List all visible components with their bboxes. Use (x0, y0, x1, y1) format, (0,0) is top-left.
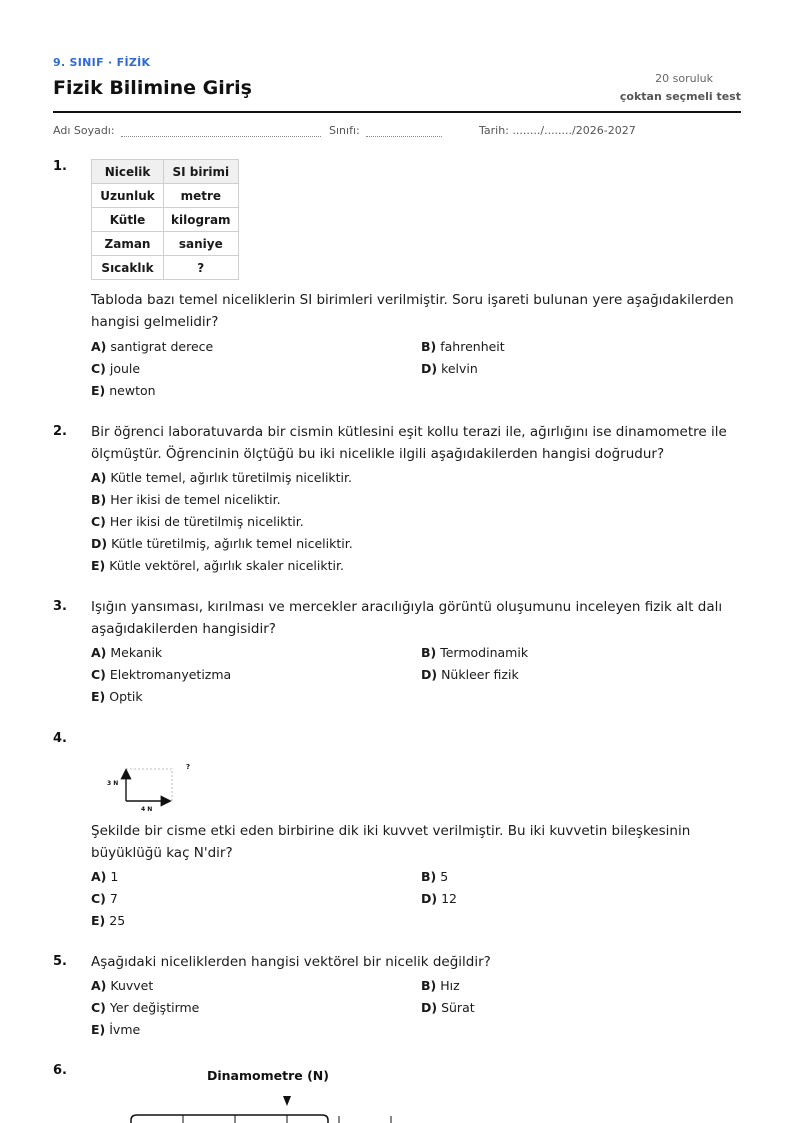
option-letter: B) (421, 339, 437, 354)
table-header-row (92, 160, 239, 184)
option-letter: C) (91, 514, 106, 529)
option-text: joule (109, 361, 141, 376)
option-text: 5 (440, 869, 449, 884)
option-text: kelvin (441, 361, 478, 376)
option-text: Hız (440, 978, 460, 993)
name-label: Adı Soyadı: (53, 124, 115, 137)
answer-option[interactable] (91, 1021, 140, 1039)
page-title: Fizik Bilimine Giriş (53, 77, 252, 99)
option-text: 7 (109, 891, 118, 906)
option-text: Her ikisi de türetilmiş niceliktir. (109, 514, 304, 529)
option-letter: A) (91, 645, 107, 660)
answer-option[interactable] (91, 382, 156, 400)
si-units-table (91, 159, 239, 280)
header-divider (53, 111, 741, 113)
dynamometer-label: Dinamometre (N) (207, 1068, 329, 1083)
table-row (92, 208, 239, 232)
answer-option[interactable] (421, 977, 460, 995)
question-text: Tabloda bazı temel niceliklerin SI birimleri verilmiştir. Soru işareti bulunan yere aşağıdakilerden hangisi gelmelidir? (91, 292, 734, 330)
answer-option[interactable] (91, 977, 153, 995)
option-text: Kuvvet (110, 978, 154, 993)
option-letter: B) (421, 978, 437, 993)
question-text: Işığın yansıması, kırılması ve mercekler aracılığıyla görüntü oluşumunu inceleyen fizik alt dalı aşağıdakilerden hangisidir? (91, 599, 723, 637)
table-cell: Zaman (92, 232, 164, 256)
option-letter: E) (91, 558, 106, 573)
option-letter: A) (91, 470, 107, 485)
question-number: 3. (53, 599, 67, 614)
answer-option[interactable] (91, 469, 352, 487)
force-vector-diagram (103, 760, 253, 815)
answer-option[interactable] (421, 999, 475, 1017)
option-letter: B) (421, 645, 437, 660)
test-type: çoktan seçmeli test (619, 90, 741, 103)
option-text: 25 (109, 913, 126, 928)
parallelogram-guide (126, 769, 172, 801)
name-field[interactable] (53, 124, 321, 137)
option-letter: B) (91, 492, 107, 507)
option-letter: A) (91, 978, 107, 993)
option-letter: E) (91, 383, 106, 398)
answer-option[interactable] (91, 535, 353, 553)
table-cell: metre (164, 184, 239, 208)
table-header-cell: SI birimi (164, 160, 239, 184)
class-label: Sınıfı: (329, 124, 360, 137)
name-blank[interactable] (121, 126, 321, 137)
answer-option[interactable] (91, 912, 125, 930)
answer-option[interactable] (421, 338, 505, 356)
subject-label: 9. SINIF · FİZİK (53, 56, 151, 69)
answer-option[interactable] (91, 491, 281, 509)
answer-option[interactable] (421, 360, 478, 378)
answer-option[interactable] (421, 868, 448, 886)
option-letter: D) (91, 536, 108, 551)
option-text: santigrat derece (110, 339, 214, 354)
option-text: Kütle vektörel, ağırlık skaler niceliktir. (109, 558, 344, 573)
answer-option[interactable] (421, 890, 457, 908)
option-letter: E) (91, 689, 106, 704)
option-text: Yer değiştirme (109, 1000, 200, 1015)
option-letter: C) (91, 361, 106, 376)
option-letter: D) (421, 1000, 438, 1015)
question-number: 2. (53, 424, 67, 439)
class-field[interactable] (329, 124, 442, 137)
table-header-cell: Nicelik (92, 160, 164, 184)
answer-option[interactable] (91, 999, 199, 1017)
option-letter: A) (91, 339, 107, 354)
question-text: Bir öğrenci laboratuvarda bir cismin kütlesini eşit kollu terazi ile, ağırlığını ise dinamometre ile ölçmüştür. Öğrencinin ölçtüğü bu iki nicelikle ilgili aşağıdakilerden hangisi doğrudur? (91, 424, 727, 462)
question-text: Aşağıdaki niceliklerden hangisi vektörel bir nicelik değildir? (91, 954, 491, 970)
table-cell: Uzunluk (92, 184, 164, 208)
answer-option[interactable] (421, 644, 528, 662)
option-text: 12 (441, 891, 457, 906)
option-text: fahrenheit (440, 339, 505, 354)
answer-option[interactable] (91, 513, 304, 531)
option-text: 1 (110, 869, 119, 884)
question-count: 20 soruluk (655, 72, 713, 85)
table-cell: Kütle (92, 208, 164, 232)
table-cell: ? (164, 256, 239, 280)
answer-option[interactable] (91, 338, 213, 356)
question-number: 1. (53, 159, 67, 174)
date-field[interactable]: Tarih: ......../......../2026-2027 (479, 124, 636, 137)
option-text: Termodinamik (440, 645, 529, 660)
option-text: Kütle türetilmiş, ağırlık temel niceliktir. (111, 536, 353, 551)
option-letter: D) (421, 891, 438, 906)
option-letter: E) (91, 1022, 106, 1037)
question-number: 4. (53, 731, 67, 746)
option-letter: B) (421, 869, 437, 884)
dynamometer-diagram (129, 1094, 409, 1123)
table-row (92, 184, 239, 208)
table-row (92, 256, 239, 280)
worksheet-page (53, 0, 741, 1123)
option-text: Mekanik (110, 645, 163, 660)
answer-option[interactable] (91, 644, 162, 662)
answer-option[interactable] (91, 557, 344, 575)
table-cell: saniye (164, 232, 239, 256)
option-text: Kütle temel, ağırlık türetilmiş niceliktir. (110, 470, 352, 485)
option-text: Her ikisi de temel niceliktir. (110, 492, 281, 507)
option-letter: D) (421, 667, 438, 682)
table-cell: kilogram (164, 208, 239, 232)
horizontal-force-label: 4 N (141, 806, 153, 813)
option-letter: C) (91, 891, 106, 906)
answer-option[interactable] (91, 868, 118, 886)
answer-option[interactable] (91, 688, 143, 706)
class-blank[interactable] (366, 126, 442, 137)
option-text: Sürat (441, 1000, 475, 1015)
table-row (92, 232, 239, 256)
answer-option[interactable] (91, 890, 118, 908)
option-text: Optik (109, 689, 143, 704)
answer-option[interactable] (91, 666, 231, 684)
option-text: İvme (109, 1022, 141, 1037)
question-number: 5. (53, 954, 67, 969)
answer-option[interactable] (91, 360, 140, 378)
resultant-label: ? (186, 763, 191, 771)
pointer-icon (283, 1096, 291, 1106)
question-number: 6. (53, 1063, 67, 1078)
vertical-force-label: 3 N (107, 780, 119, 787)
question-text: Şekilde bir cisme etki eden birbirine dik iki kuvvet verilmiştir. Bu iki kuvvetin bileşkesinin büyüklüğü kaç N'dir? (91, 823, 691, 861)
table-cell: Sıcaklık (92, 256, 164, 280)
option-text: newton (109, 383, 156, 398)
option-letter: C) (91, 667, 106, 682)
option-letter: E) (91, 913, 106, 928)
option-text: Nükleer fizik (441, 667, 519, 682)
dynamometer-body (131, 1115, 328, 1123)
option-letter: C) (91, 1000, 106, 1015)
answer-option[interactable] (421, 666, 519, 684)
option-text: Elektromanyetizma (109, 667, 232, 682)
option-letter: D) (421, 361, 438, 376)
option-letter: A) (91, 869, 107, 884)
